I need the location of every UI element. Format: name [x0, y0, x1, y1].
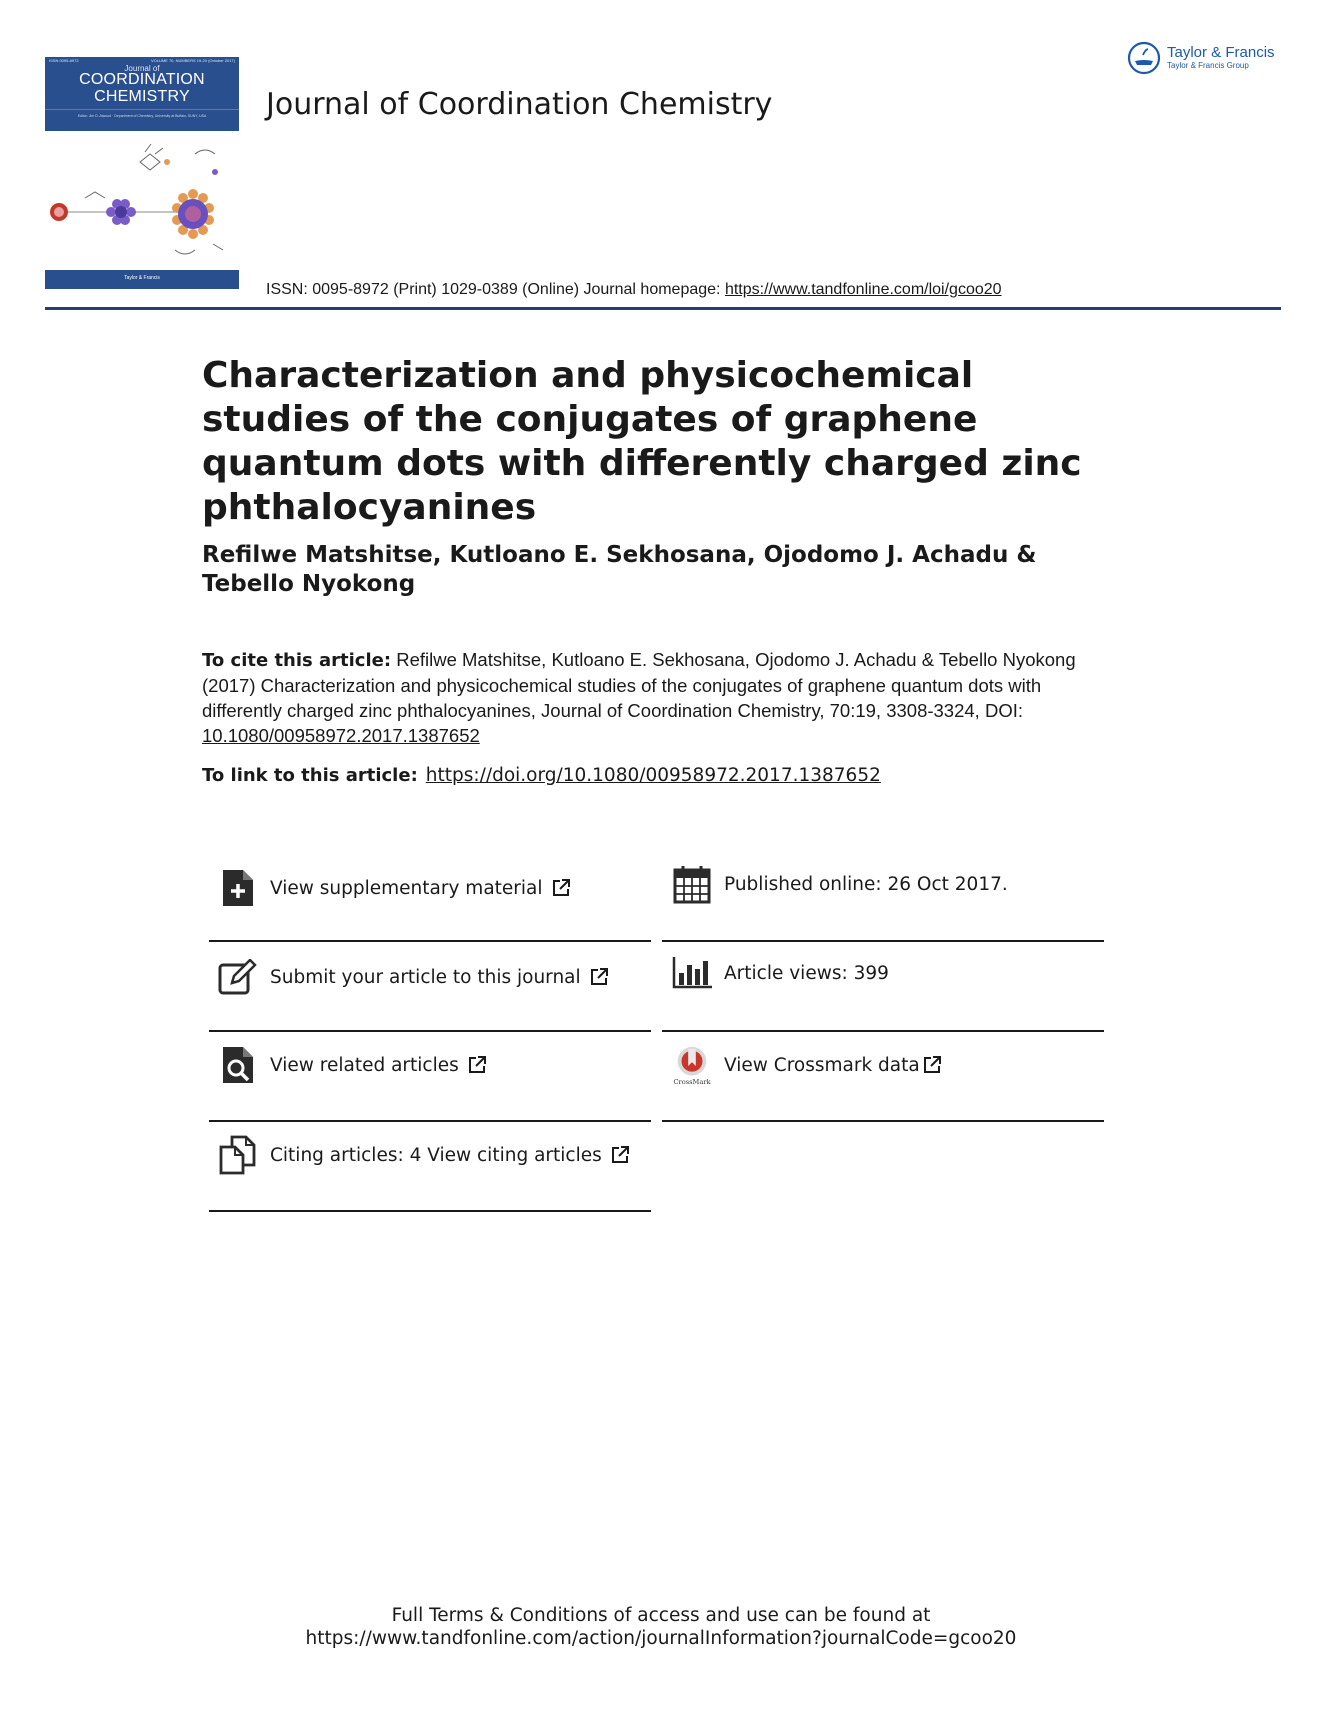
related-label: View related articles	[270, 1054, 459, 1076]
terms-footer	[0, 1604, 1322, 1650]
issn-text: ISSN: 0095-8972 (Print) 1029-0389 (Online) Journal homepage:	[266, 281, 725, 298]
divider	[662, 940, 1104, 942]
taylor-francis-lamp-icon	[1127, 41, 1161, 75]
cover-volume: VOLUME 70, NUMBERS 19-20 (October 2017)	[150, 58, 235, 63]
article-title: Characterization and physicochemical studies of the conjugates of graphene quantum dots with differently charged zinc phthalocyanines	[202, 355, 1082, 528]
file-plus-icon	[218, 868, 258, 908]
related-articles-link[interactable]	[218, 1045, 487, 1085]
cover-issn: ISSN 0095-8972	[49, 58, 79, 63]
supplementary-material-link[interactable]	[218, 868, 571, 908]
divider	[209, 940, 651, 942]
header-divider	[45, 307, 1281, 310]
cite-doi-link[interactable]: 10.1080/00958972.2017.1387652	[202, 725, 480, 746]
crossmark-link[interactable]	[672, 1045, 942, 1085]
journal-title[interactable]: Journal of Coordination Chemistry	[266, 87, 773, 122]
issn-line	[266, 281, 1002, 299]
crossmark-label: View Crossmark data	[724, 1054, 920, 1076]
bar-chart-icon	[672, 953, 712, 993]
citing-label: Citing articles: 4 View citing articles	[270, 1144, 602, 1166]
divider	[209, 1030, 651, 1032]
cite-label: To cite this article:	[202, 650, 392, 671]
crossmark-icon	[672, 1045, 712, 1085]
copy-documents-icon	[218, 1135, 258, 1175]
external-link-icon	[610, 1145, 630, 1165]
submit-article-link[interactable]	[218, 957, 609, 997]
divider	[209, 1120, 651, 1122]
link-label: To link to this article:	[202, 765, 418, 786]
taylor-francis-logo[interactable]	[1127, 38, 1275, 78]
edit-icon	[218, 957, 258, 997]
publisher-group: Taylor & Francis Group	[1167, 61, 1249, 70]
submit-label: Submit your article to this journal	[270, 966, 581, 988]
footer-terms-link[interactable]: https://www.tandfonline.com/action/journalInformation?journalCode=gcoo20	[305, 1628, 1017, 1649]
cover-journal-of: Journal of	[124, 64, 160, 73]
cover-publisher: Taylor & Francis	[124, 275, 160, 281]
views-label: Article views: 399	[724, 962, 889, 984]
journal-cover-image	[45, 57, 239, 291]
cover-title: COORDINATION CHEMISTRY	[79, 71, 205, 105]
article-link-line	[202, 765, 881, 786]
citation-block	[202, 647, 1102, 748]
journal-homepage-link[interactable]: https://www.tandfonline.com/loi/gcoo20	[724, 281, 1002, 298]
external-link-icon	[467, 1055, 487, 1075]
external-link-icon	[589, 967, 609, 987]
article-authors: Refilwe Matshitse, Kutloano E. Sekhosana, Ojodomo J. Achadu & Tebello Nyokong	[202, 542, 1037, 597]
cover-molecule-illustration	[45, 132, 239, 272]
cover-editor-line: Editor: Jim D. Atwood · Department of Chemistry, University at Buffalo, SUNY, USA	[77, 114, 207, 118]
citing-articles-link[interactable]	[218, 1135, 630, 1175]
article-views	[672, 953, 889, 993]
published-label: Published online: 26 Oct 2017.	[724, 873, 1008, 895]
document-search-icon	[218, 1045, 258, 1085]
supplementary-label: View supplementary material	[270, 877, 543, 899]
divider	[209, 1210, 651, 1212]
calendar-icon	[672, 864, 712, 904]
divider	[662, 1030, 1104, 1032]
external-link-icon	[922, 1055, 942, 1075]
cite-text: Refilwe Matshitse, Kutloano E. Sekhosana, Ojodomo J. Achadu & Tebello Nyokong (2017) Characterization and physicochemical studies of the conjugates of graphene quantum dots with differently charged zinc phthalocyanines, Journal of Coordination Chemistry, 70:19, 3308-3324, DOI:	[202, 649, 1076, 721]
crossmark-logo-text: CrossMark	[673, 1078, 711, 1087]
publisher-name: Taylor & Francis	[1167, 44, 1275, 61]
footer-line-1: Full Terms & Conditions of access and use can be found at	[391, 1605, 931, 1626]
divider	[662, 1120, 1104, 1122]
external-link-icon	[551, 878, 571, 898]
article-doi-link[interactable]: https://doi.org/10.1080/00958972.2017.1387652	[425, 765, 881, 786]
published-online	[672, 864, 1008, 904]
